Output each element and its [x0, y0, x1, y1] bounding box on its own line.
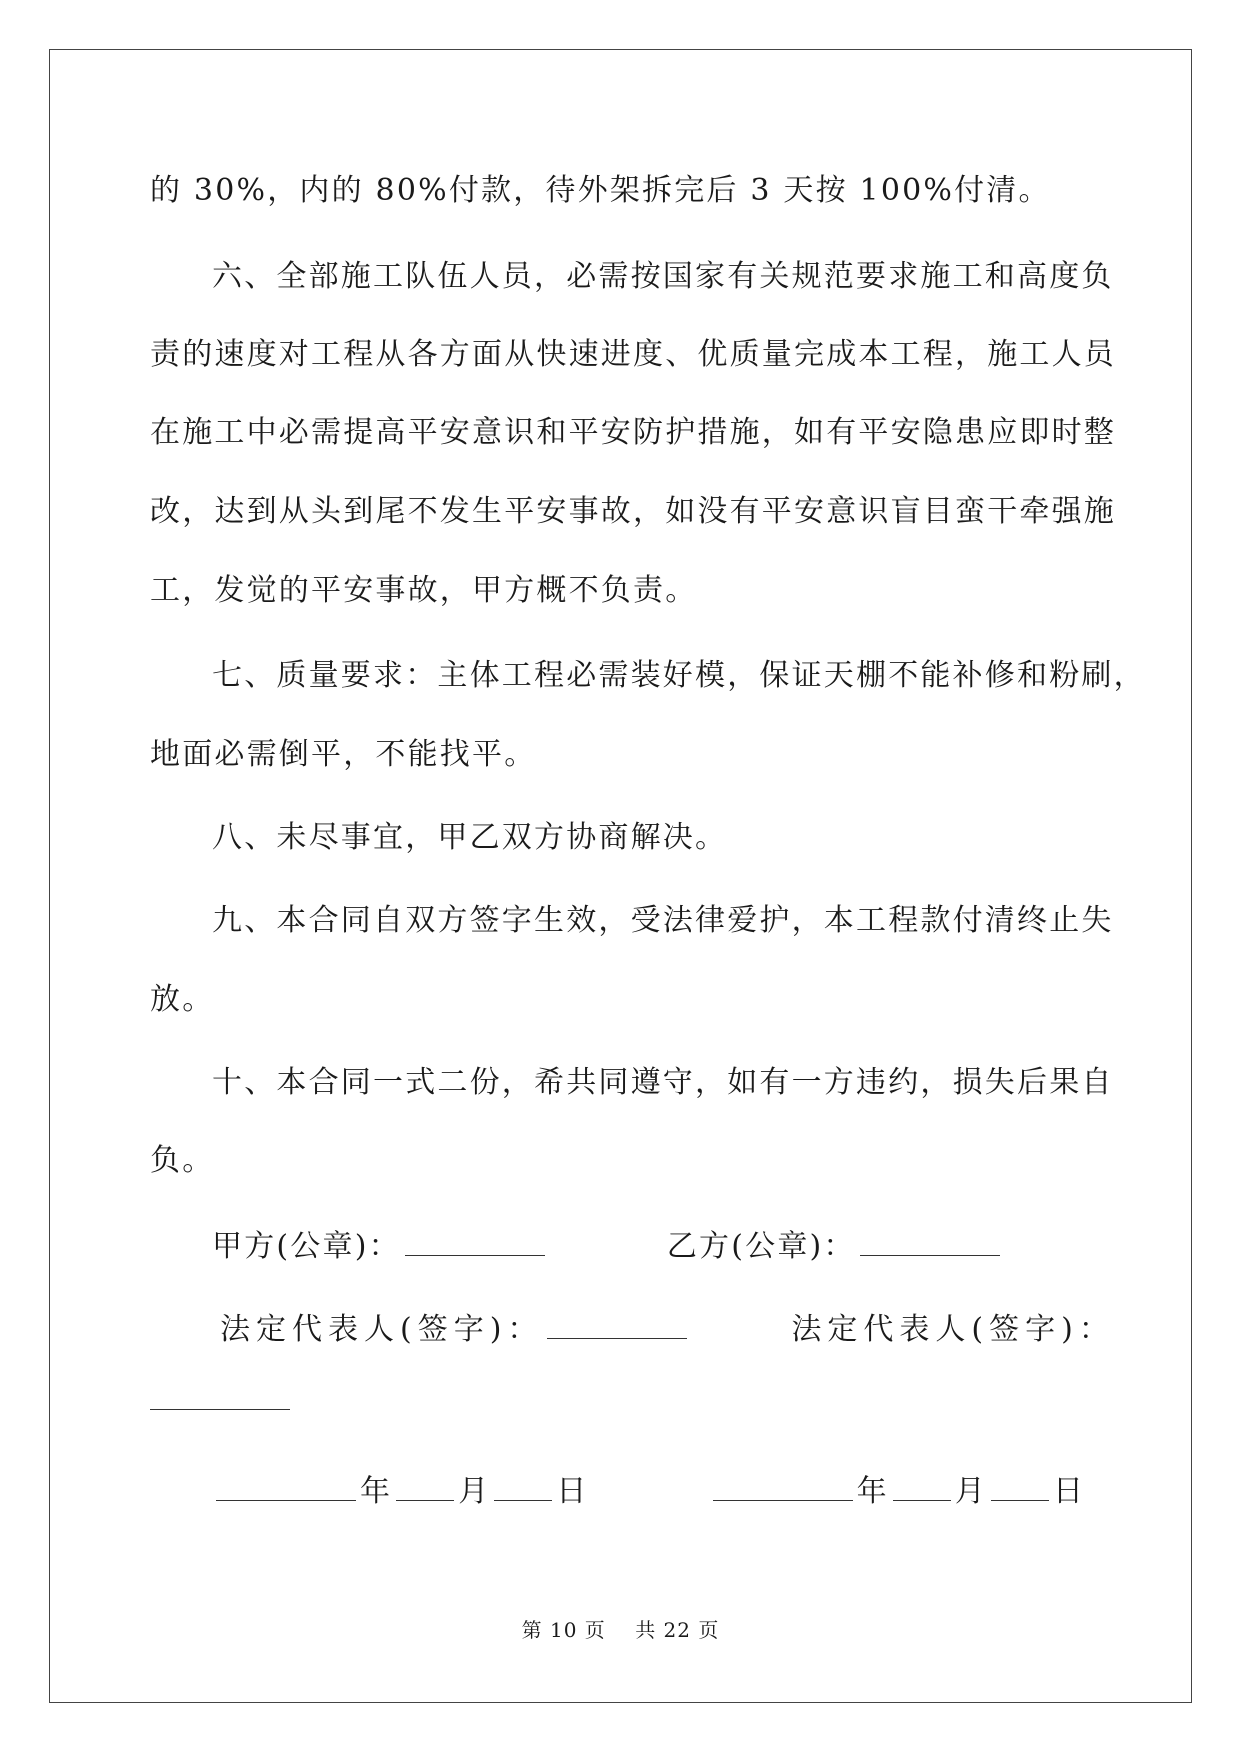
paragraph-line: 工，发觉的平安事故，甲方概不负责。	[150, 573, 698, 608]
party-a-seal-blank[interactable]	[405, 1225, 545, 1256]
legal-rep-a-blank[interactable]	[547, 1308, 687, 1339]
legal-rep-b-label: 法定代表人(签字)：	[791, 1312, 1115, 1347]
day-b-blank[interactable]	[991, 1470, 1049, 1501]
month-a-label: 月	[458, 1474, 491, 1509]
year-a-blank[interactable]	[216, 1470, 356, 1501]
day-a-label: 日	[556, 1474, 589, 1509]
paragraph-line: 七、质量要求：主体工程必需装好模，保证天棚不能补修和粉刷，	[212, 658, 1146, 693]
party-b-seal-blank[interactable]	[860, 1225, 1000, 1256]
paragraph-line: 改，达到从头到尾不发生平安事故，如没有平安意识盲目蛮干牵强施	[150, 494, 1116, 529]
year-b-blank[interactable]	[713, 1470, 853, 1501]
year-a-label: 年	[360, 1474, 393, 1509]
day-a-blank[interactable]	[494, 1470, 552, 1501]
party-a-seal-label: 甲方(公章)：	[212, 1229, 401, 1264]
paragraph-line: 六、全部施工队伍人员，必需按国家有关规范要求施工和高度负	[212, 259, 1114, 294]
paragraph-line: 十、本合同一式二份，希共同遵守，如有一方违约，损失后果自	[212, 1065, 1114, 1100]
paragraph-line: 的 30%，内的 80%付款，待外架拆完后 3 天按 100%付清。	[150, 173, 1051, 208]
party-b-seal-label: 乙方(公章)：	[666, 1229, 856, 1264]
paragraph-line: 九、本合同自双方签字生效，受法律爱护，本工程款付清终止失	[212, 903, 1114, 938]
paragraph-line: 负。	[150, 1143, 215, 1178]
seal-row	[212, 1225, 1004, 1267]
legal-rep-row	[220, 1308, 1115, 1350]
month-b-label: 月	[954, 1474, 988, 1509]
month-b-blank[interactable]	[893, 1470, 951, 1501]
day-b-label: 日	[1053, 1474, 1086, 1509]
paragraph-line: 地面必需倒平，不能找平。	[150, 737, 537, 772]
date-row	[212, 1470, 1085, 1512]
month-a-blank[interactable]	[396, 1470, 454, 1501]
paragraph-line: 责的速度对工程从各方面从快速进度、优质量完成本工程，施工人员	[150, 337, 1116, 372]
year-b-label: 年	[856, 1474, 889, 1509]
page-border	[49, 49, 1192, 1703]
page-footer: 第 10 页 共 22 页	[521, 1618, 720, 1642]
paragraph-line: 八、未尽事宜，甲乙双方协商解决。	[212, 820, 728, 855]
paragraph-line: 放。	[150, 982, 215, 1017]
legal-rep-a-label: 法定代表人(签字)：	[220, 1312, 544, 1347]
legal-rep-b-blank[interactable]	[150, 1409, 290, 1410]
paragraph-line: 在施工中必需提高平安意识和平安防护措施，如有平安隐患应即时整	[150, 415, 1116, 450]
